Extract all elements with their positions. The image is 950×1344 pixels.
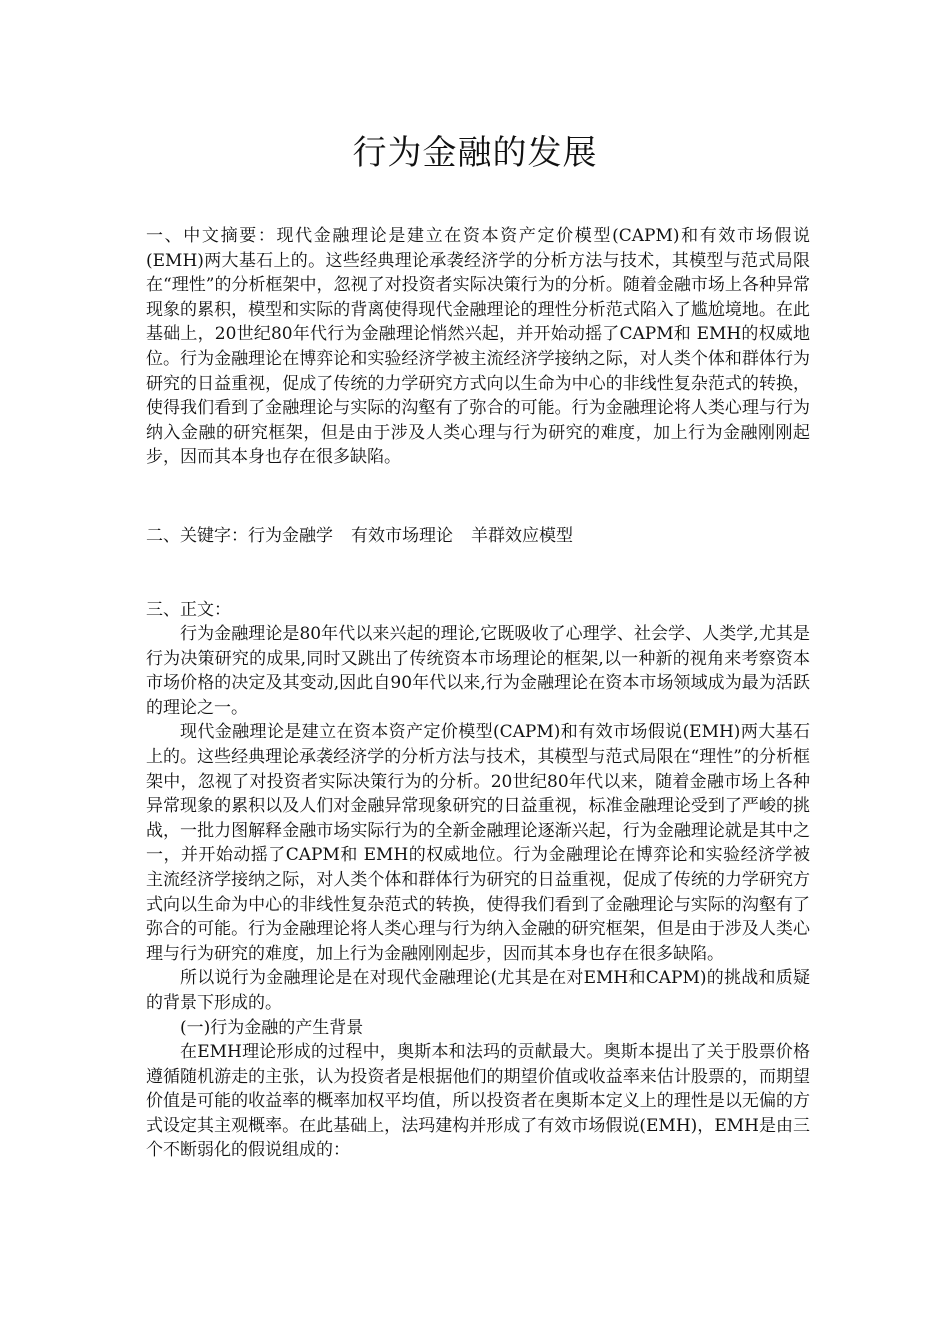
section-subheading: (一)行为金融的产生背景 bbox=[180, 1017, 364, 1038]
keyword-item: 有效市场理论 bbox=[351, 526, 453, 546]
document-title: 行为金融的发展 bbox=[352, 133, 598, 173]
abstract-paragraph: 一、中文摘要：现代金融理论是建立在资本资产定价模型(CAPM)和有效市场假说(EMH)两大基石上的。这些经典理论承袭经济学的分析方法与技术，其模型与范式局限在“理性”的分析框架中，忽视了对投资者实际决策行为的分析。随着金融市场上各种异常现象的累积，模型和实际的背离使得现代金融理论的理性分析范式陷入了尴尬境地。在此基础上，20世纪80年代行为金融理论悄然兴起，并开始动摇了CAPM和 EMH的权威地位。行为金融理论在博弈论和实验经济学被主流经济学接纳之际，对人类个体和群体行为研究的日益重视，促成了传统的力学研究方式向以生命为中心的非线性复杂范式的转换，使得我们看到了金融理论与实际的沟壑有了弥合的可能。行为金融理论将人类心理与行为纳入金融的研究框架，但是由于涉及人类心理与行为研究的难度，加上行为金融刚刚起步，因而其本身也存在很多缺陷。 bbox=[146, 226, 810, 468]
body-paragraph: 行为金融理论是80年代以来兴起的理论,它既吸收了心理学、社会学、人类学,尤其是行为决策研究的成果,同时又跳出了传统资本市场理论的框架,以一种新的视角来考察资本市场价格的决定及其变动,因此自90年代以来,行为金融理论在资本市场领域成为最为活跃的理论之一。 bbox=[146, 624, 810, 718]
keywords-label: 二、关键字： bbox=[146, 526, 248, 546]
body-paragraph: 在EMH理论形成的过程中，奥斯本和法玛的贡献最大。奥斯本提出了关于股票价格遵循随机游走的主张，认为投资者是根据他们的期望价值或收益率来估计股票的，而期望价值是可能的收益率的概率加权平均值，所以投资者在奥斯本定义上的理性是以无偏的方式设定其主观概率。在此基础上，法玛建构并形成了有效市场假说(EMH)，EMH是由三个不断弱化的假说组成的： bbox=[146, 1042, 810, 1161]
body-paragraph: 所以说行为金融理论是在对现代金融理论(尤其是在对EMH和CAPM)的挑战和质疑的背景下形成的。 bbox=[146, 968, 810, 1013]
keywords-line bbox=[146, 524, 810, 549]
keyword-item: 行为金融学 bbox=[248, 526, 333, 546]
body-paragraph: 现代金融理论是建立在资本资产定价模型(CAPM)和有效市场假说(EMH)两大基石上的。这些经典理论承袭经济学的分析方法与技术，其模型与范式局限在“理性”的分析框架中，忽视了对投资者实际决策行为的分析。20世纪80年代以来，随着金融市场上各种异常现象的累积以及人们对金融异常现象研究的日益重视，标准金融理论受到了严峻的挑战，一批力图解释金融市场实际行为的全新金融理论逐渐兴起，行为金融理论就是其中之一，并开始动摇了CAPM和 EMH的权威地位。行为金融理论在博弈论和实验经济学被主流经济学接纳之际，对人类个体和群体行为研究的日益重视，促成了传统的力学研究方式向以生命为中心的非线性复杂范式的转换，使得我们看到了金融理论与实际的沟壑有了弥合的可能。行为金融理论将人类心理与行为纳入金融的研究框架，但是由于涉及人类心理与行为研究的难度，加上行为金融刚刚起步，因而其本身也存在很多缺陷。 bbox=[146, 722, 810, 964]
keyword-item: 羊群效应模型 bbox=[471, 526, 573, 546]
body-heading: 三、正文： bbox=[146, 600, 231, 620]
body-content bbox=[146, 622, 810, 1163]
